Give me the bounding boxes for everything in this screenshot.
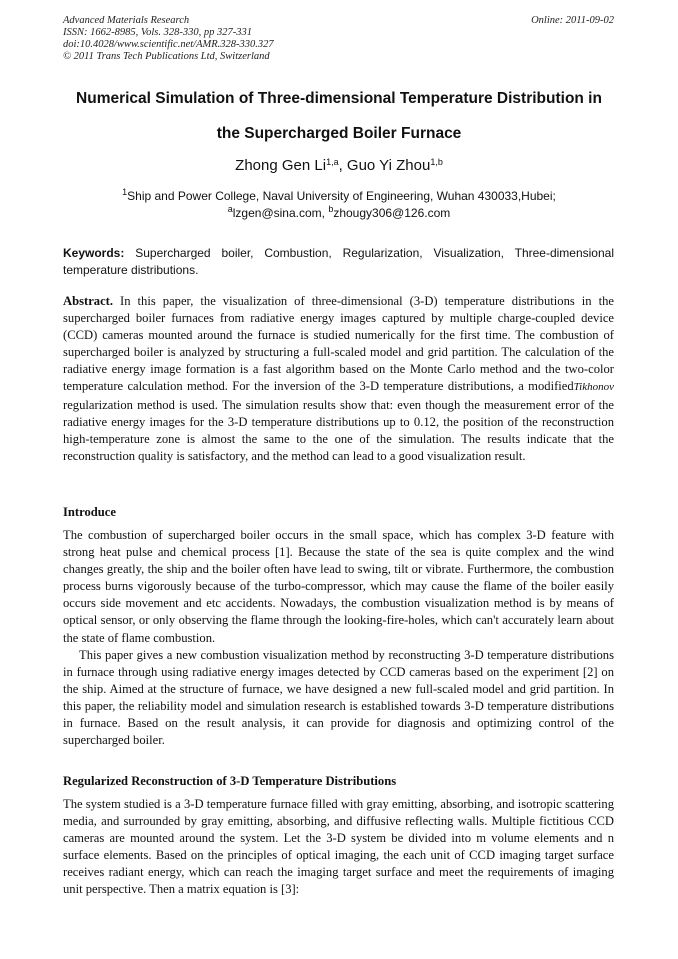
introduce-paragraph-2: This paper gives a new combustion visualization method by reconstructing 3-D temperature distributions in furnace through using radiative energy images detected by CCD cameras based on the experiment [2] on the ship. Aimed at the structure of furnace, we have designed a new full-scaled model and grid partition. In this paper, the reliability model and simulation research is established towards 3-D temperature distributions in furnace. Based on the result analysis, it can provide for diagnosis and optimizing control of the supercharged boiler. [63,647,614,748]
journal-name: Advanced Materials Research [63,15,190,26]
regularized-paragraph-1: The system studied is a 3-D temperature furnace filled with gray emitting, absorbing, and isotropic scattering media, and surrounded by gray emitting, absorbing, and diffusive reflecting walls. Multiple fictitious CCD cameras are mounted around the system. Let the 3-D system be divided into m volume elements and n surface elements. Based on the principles of optical imaging, the each unit of CCD imaging target surface receives radiant energy, which can reach the imaging target surface and meet the requirements of imaging unit perspective. Then a matrix equation is [3]: [63,797,614,897]
author-1-name: Zhong Gen Li [235,157,327,174]
keywords [63,245,614,279]
author-2-affil-sup: 1,b [430,157,443,167]
introduce-paragraph-1: The combustion of supercharged boiler occurs in the small space, which has complex 3-D feature with strong heat pulse and chemical process [1]. Because the state of the sea is quite complex and the wind changes greatly, the ship and the boiler often have lead to swing, tilt or vibrate. Furthermore, the combustion process burns vigorously because of the turbo-compressor, which may cause the flame of the boiler easily occurs side movement and etc accidents. Nowadays, the combustion visualization method is by means of optical sensor, or only observing the flame through the looking-fire-holes, which can't accurately learn about the state of flame combustion. [63,528,614,645]
author-separator: , [338,157,347,174]
affiliation [0,189,678,203]
abstract-text-1: In this paper, the visualization of three-dimensional (3-D) temperature distributions in the supercharged boiler furnaces from radiative energy images captured by multiple charge-coupled device (CCD) cameras mounted around the furnace is studied numerically for the first time. The combustion of supercharged boiler is analyzed by structuring a full-scaled model and grid partition. The calculation of the radiative energy image formation is a fast algorithm based on the Monte Carlo method and the two-color temperature calculation method. For the inversion of the 3-D temperature distributions, a modified [63,294,614,394]
online-date: Online: 2011-09-02 [531,15,614,26]
abstract-italic-term: Tikhonov [573,381,614,394]
introduce-body [63,527,614,749]
keywords-text: Supercharged boiler, Combustion, Regularization, Visualization, Three-dimensional temperature distributions. [63,246,614,277]
affiliation-sup: 1 [122,187,128,197]
paper-title-line2: the Supercharged Boiler Furnace [216,125,462,142]
email-b-sup: b [328,204,334,214]
abstract [63,293,614,465]
section-heading-regularized: Regularized Reconstruction of 3-D Temperature Distributions [63,774,397,788]
journal-issn: ISSN: 1662-8985, Vols. 328-330, pp 327-331 [63,27,252,38]
email-b: zhougy306@126.com [333,206,451,220]
author-emails [0,206,678,220]
email-a-sup: a [227,204,233,214]
section-heading-introduce: Introduce [63,505,116,519]
journal-copyright: © 2011 Trans Tech Publications Ltd, Switzerland [63,51,270,62]
email-a: lzgen@sina.com, [232,206,329,220]
affiliation-text: Ship and Power College, Naval University of Engineering, Wuhan 430033,Hubei; [127,189,556,203]
regularized-body [63,796,614,899]
author-list [0,157,678,174]
journal-header [63,15,274,63]
paper-title-line1: Numerical Simulation of Three-dimensional Temperature Distribution in [76,90,602,107]
author-1-affil-sup: 1,a [326,157,339,167]
keywords-label: Keywords: [63,246,125,260]
journal-doi: doi:10.4028/www.scientific.net/AMR.328-330.327 [63,39,274,50]
author-2-name: Guo Yi Zhou [346,157,431,174]
abstract-text-2: regularization method is used. The simulation results show that: even though the measurement error of the radiative energy images for the 3-D temperature distributions up to 0.12, the position of the reconstruction high-temperature zone is almost the same to the one of the simulation. The results indicate that the reconstruction quality is satisfactory, and the method can lead to a good visualization result. [63,397,614,463]
abstract-label: Abstract. [63,294,114,308]
